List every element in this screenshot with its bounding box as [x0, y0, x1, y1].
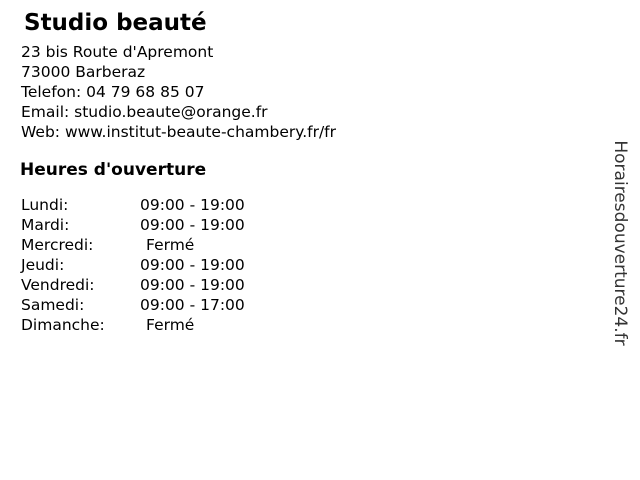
hours-row-mardi: [21, 215, 245, 235]
hours-value-closed: Fermé: [146, 236, 195, 254]
email-line: Email: studio.beaute@orange.fr: [21, 103, 268, 121]
hours-row-mercredi: [21, 235, 245, 255]
hours-row-lundi: [21, 195, 245, 215]
day-label: Mercredi:: [21, 236, 94, 254]
contact-block: [21, 42, 336, 142]
hours-value: 09:00 - 19:00: [140, 256, 245, 274]
day-label: Dimanche:: [21, 316, 105, 334]
hours-row-samedi: [21, 295, 245, 315]
hours-row-jeudi: [21, 255, 245, 275]
phone-line: Telefon: 04 79 68 85 07: [21, 83, 205, 101]
day-label: Lundi:: [21, 196, 69, 214]
hours-row-vendredi: [21, 275, 245, 295]
hours-value-closed: Fermé: [146, 316, 195, 334]
hours-value: 09:00 - 19:00: [140, 276, 245, 294]
opening-hours-table: [21, 195, 245, 335]
hours-row-dimanche: [21, 315, 245, 335]
hours-heading: Heures d'ouverture: [20, 160, 207, 180]
day-label: Jeudi:: [21, 256, 65, 274]
business-name: Studio beauté: [24, 10, 207, 36]
website-line: Web: www.institut-beaute-chambery.fr/fr: [21, 123, 337, 141]
day-label: Samedi:: [21, 296, 85, 314]
watermark-branding: Horairesdouverture24.fr: [610, 140, 630, 346]
hours-value: 09:00 - 19:00: [140, 216, 245, 234]
address-line-2: 73000 Barberaz: [21, 63, 146, 81]
hours-value: 09:00 - 17:00: [140, 296, 245, 314]
day-label: Mardi:: [21, 216, 70, 234]
address-line-1: 23 bis Route d'Apremont: [21, 43, 214, 61]
hours-value: 09:00 - 19:00: [140, 196, 245, 214]
day-label: Vendredi:: [21, 276, 95, 294]
